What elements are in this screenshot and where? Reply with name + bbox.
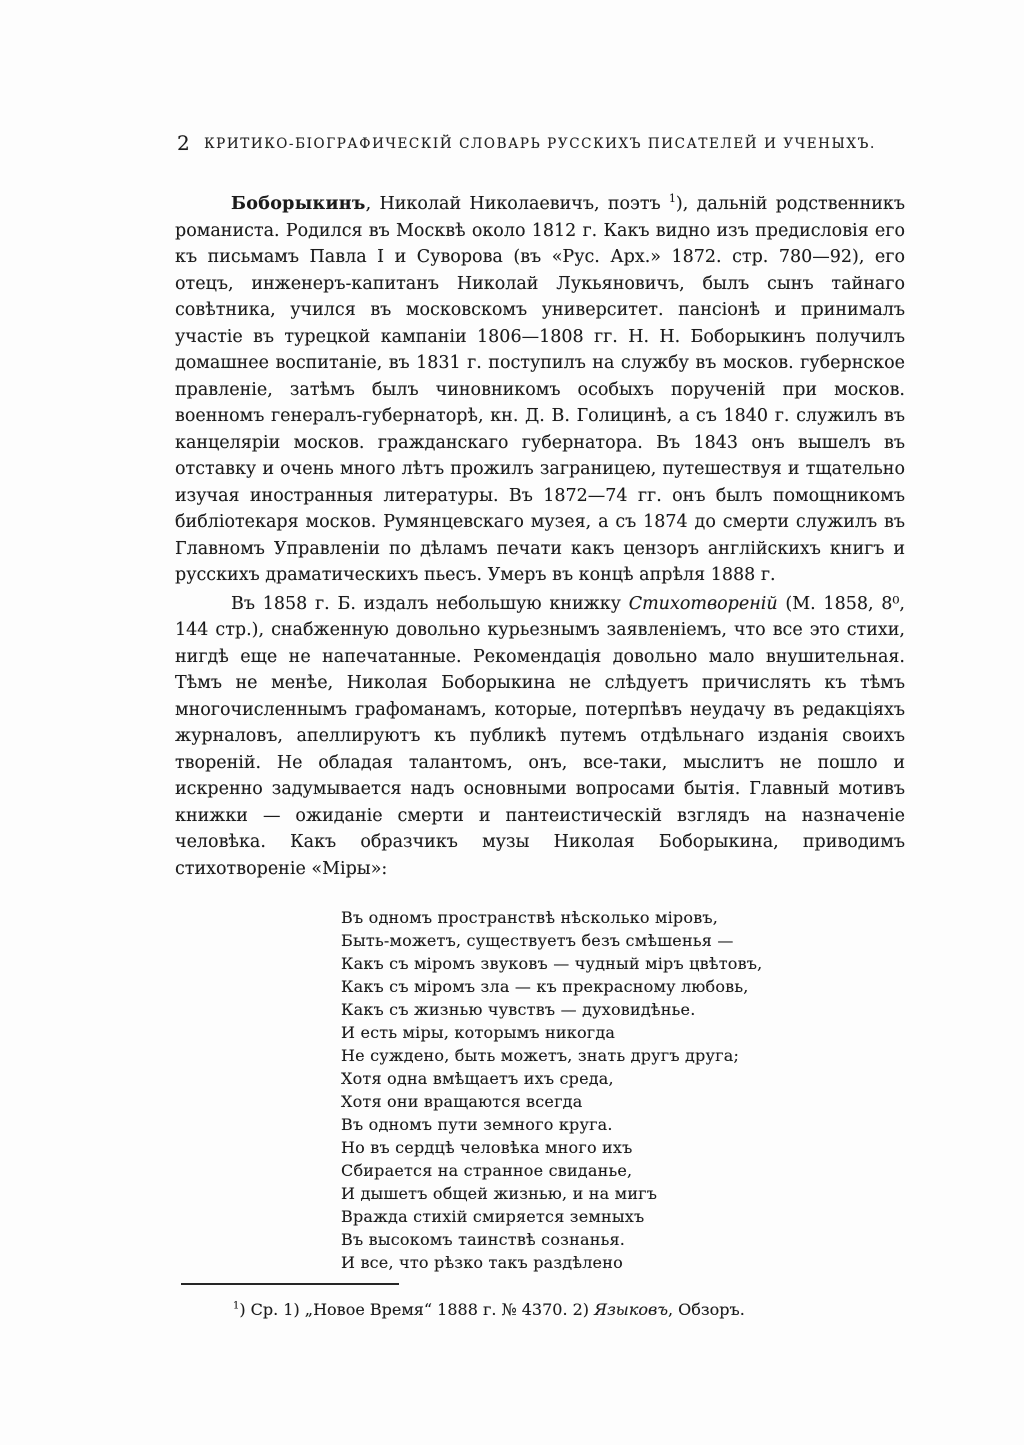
footnote-ref-marker: 1 — [669, 192, 676, 206]
footnote-author: Языковъ — [594, 1300, 668, 1319]
poem-line: Какъ съ міромъ зла — къ прекрасному любовь, — [341, 977, 749, 996]
footnote-separator — [181, 1283, 399, 1285]
footnote-text-end: , Обзоръ. — [667, 1300, 745, 1319]
poem-line: Сбирается на странное свиданье, — [341, 1161, 633, 1180]
poem-line: Не суждено, быть можетъ, знать другъ друга; — [341, 1046, 740, 1065]
poem-line: И есть міры, которымъ никогда — [341, 1023, 616, 1042]
footnote-text: ) Ср. 1) „Новое Время“ 1888 г. № 4370. 2) — [239, 1300, 595, 1319]
poem-line: И все, что рѣзко такъ раздѣлено — [341, 1253, 623, 1272]
page-header — [175, 131, 905, 157]
poem-line: Но въ сердцѣ человѣка много ихъ — [341, 1138, 633, 1157]
poem-line: Въ одномъ пути земного круга. — [341, 1115, 613, 1134]
biography-text: ), дальній родственникъ романиста. Родился въ Москвѣ около 1812 г. Какъ видно изъ предисловія его къ письмамъ Павла I и Суворова (въ «Рус. Арх.» 1872. стр. 780—92), его отецъ, инженеръ-капитанъ Николай Лукьяновичъ, былъ сынъ тайнаго совѣтника, учился въ московскомъ университет. пансіонѣ и принималъ участіе въ турецкой кампаніи 1806—1808 гг. Н. Н. Боборыкинъ получилъ домашнее воспитаніе, въ 1831 г. поступилъ на службу въ москов. губернское правленіе, затѣмъ былъ чиновникомъ особыхъ порученій при москов. военномъ генералъ-губернаторѣ, кн. Д. В. Голицинѣ, а съ 1840 г. служилъ въ канцеляріи москов. гражданскаго губернатора. Въ 1843 онъ вышелъ въ отставку и очень много лѣтъ прожилъ заграницею, путешествуя и тщательно изучая иностранныя литературы. Въ 1872—74 гг. онъ былъ помощникомъ библіотекаря москов. Румянцевскаго музея, а съ 1874 до смерти служилъ въ Главномъ Управленіи по дѣламъ печати какъ цензоръ англійскихъ книгъ и русскихъ драматическихъ пьесъ. Умеръ въ концѣ апрѣля 1888 г. — [175, 194, 905, 585]
poem-line: Хотя одна вмѣщаетъ ихъ среда, — [341, 1069, 614, 1088]
paragraph-review — [175, 591, 905, 883]
biography-lead-text: , Николай Николаевичъ, поэтъ — [365, 194, 669, 214]
text-column — [175, 131, 905, 1321]
poem-line: Быть-можетъ, существуетъ безъ смѣшенья — — [341, 931, 734, 950]
paragraph-biography — [175, 191, 905, 589]
poem-line: Въ высокомъ таинствѣ сознанья. — [341, 1230, 626, 1249]
review-lead-text: Въ 1858 г. Б. издалъ небольшую книжку — [231, 593, 629, 614]
poem-line: Какъ съ міромъ звуковъ — чудный міръ цвѣтовъ, — [341, 954, 763, 973]
poem-miry — [341, 906, 905, 1274]
poem-line: И дышетъ общей жизнью, и на мигъ — [341, 1184, 658, 1203]
page-number: 2 — [177, 131, 190, 155]
poem-line: Въ одномъ пространствѣ нѣсколько міровъ, — [341, 908, 719, 927]
review-text: (М. 1858, 8⁰, 144 стр.), снабженную довольно курьезнымъ заявленіемъ, что все это стихи, нигдѣ еще не напечатанные. Рекомендація довольно мало внушительная. Тѣмъ не менѣе, Николая Боборыкина не слѣдуетъ причислять къ тѣмъ многочисленнымъ графоманамъ, которые, потерпѣвъ неудачу въ редакціяхъ журналовъ, апеллируютъ къ публикѣ путемъ отдѣльнаго изданія своихъ твореній. Не обладая талантомъ, онъ, все-таки, мыслитъ не пошло и искренно задумывается надъ основными вопросами бытія. Главный мотивъ книжки — ожиданіе смерти и пантеистическій взглядъ на назначеніе человѣка. Какъ образчикъ музы Николая Боборыкина, приводимъ стихотвореніе «Міры»: — [175, 593, 905, 879]
entry-body — [175, 191, 905, 1274]
running-title: КРИТИКО-БІОГРАФИЧЕСКІЙ СЛОВАРЬ РУССКИХЪ ПИСАТЕЛЕЙ И УЧЕНЫХЪ. — [204, 136, 876, 152]
poem-line: Хотя они вращаются всегда — [341, 1092, 583, 1111]
book-title: Стихотвореній — [628, 593, 778, 614]
poem-line: Вражда стихій смиряется земныхъ — [341, 1207, 645, 1226]
footnote-marker: 1 — [233, 1300, 240, 1312]
footnote-area — [175, 1283, 905, 1321]
entry-name: Боборыкинъ — [231, 194, 366, 214]
poem-line: Какъ съ жизнью чувствъ — духовидѣнье. — [341, 1000, 696, 1019]
footnote — [175, 1299, 905, 1321]
